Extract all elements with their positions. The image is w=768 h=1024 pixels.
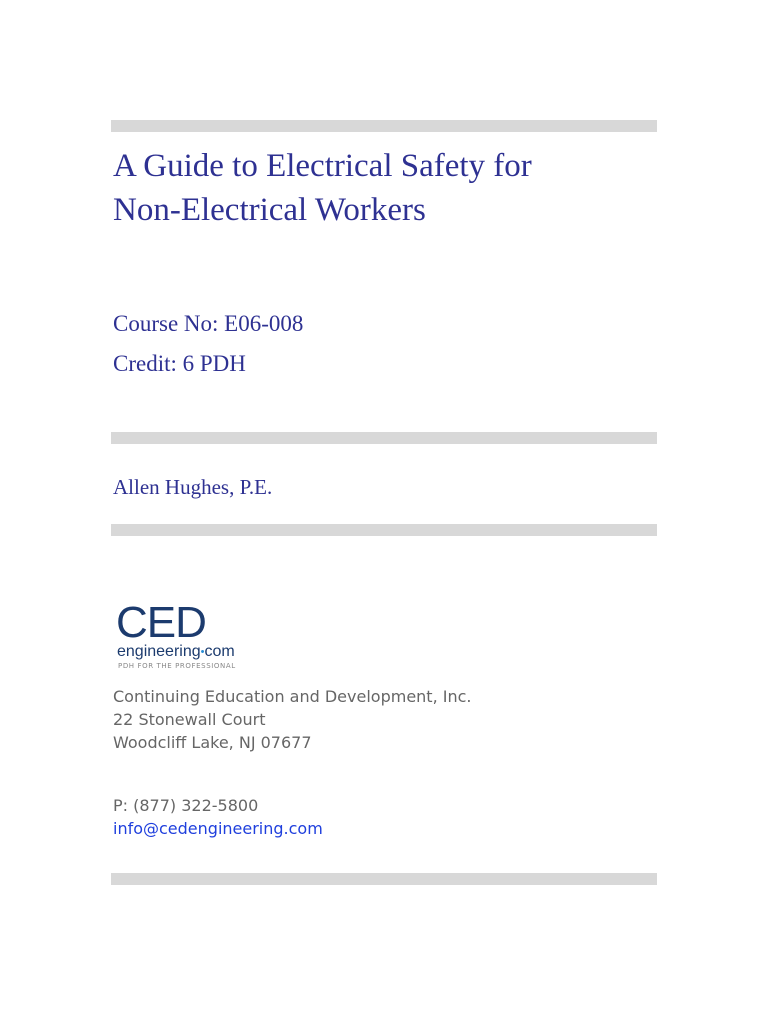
logo-tagline: PDH FOR THE PROFESSIONAL [118,662,236,670]
title-line-1: A Guide to Electrical Safety for [113,148,532,184]
company-name: Continuing Education and Development, Inc. [113,687,472,706]
divider-bar [111,524,657,536]
course-number: Course No: E06-008 [113,311,304,336]
street-address: 22 Stonewall Court [113,710,266,729]
author-name: Allen Hughes, P.E. [113,475,273,499]
divider-bar [111,120,657,132]
logo-subtext [117,644,235,660]
ced-engineering-logo [116,600,266,672]
logo-subtext-name: engineering [117,643,201,660]
company-address [113,685,471,754]
course-credit: Credit: 6 PDH [113,351,246,376]
divider-bar [111,873,657,885]
title-line-2: Non-Electrical Workers [113,192,426,228]
email-link[interactable]: info@cedengineering.com [113,819,323,838]
phone-number: P: (877) 322-5800 [113,796,259,815]
city-state-zip: Woodcliff Lake, NJ 07677 [113,733,312,752]
document-title [113,144,673,232]
logo-wordmark: CED [116,598,206,647]
divider-bar [111,432,657,444]
logo-subtext-suffix: com [204,643,235,660]
logo-dot-icon: • [200,646,205,658]
